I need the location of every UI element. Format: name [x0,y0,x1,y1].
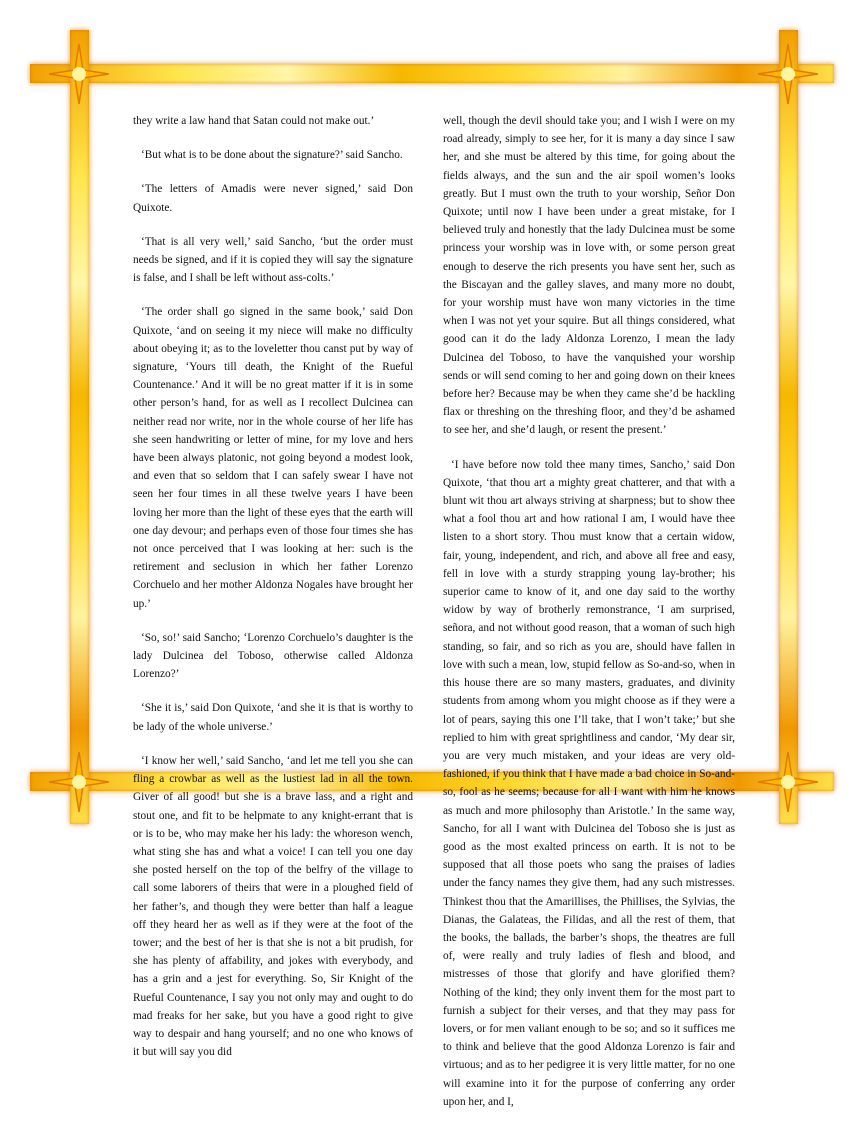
paragraph: they write a law hand that Satan could not make out.’ [133,115,375,127]
frame-corner-top-right [758,44,818,104]
paragraph: ‘She it is,’ said Don Quixote, ‘and she it is that is worthy to be lady of the whole universe.’ [133,702,413,733]
frame-right-bar [779,30,798,824]
paragraph: ‘That is all very well,’ said Sancho, ‘but the order must needs be signed, and if it is copied they will say the signature is false, and I shall be left without ass-colts.’ [133,235,413,285]
paragraph: ‘But what is to be done about the signature?’ said Sancho. [141,149,403,162]
paragraph: ‘I know her well,’ said Sancho, ‘and let me tell you she can fling a crowbar as well as the lustiest lad in all the town. Giver of all good! but she is a brave lass, and a right and stout one, and fit to be helpmate to any knight-errant that is or is to be, who may make her his lady: the whoreson wench, what sting she has and what a voice! I can tell you one day she posted herself on the top of the belfry of the village to call some laborers of theirs that were in a ploughed field of her father’s, and though they were better than half a league off they heard her as well as if they were at the foot of the tower; and the best of her is that she is not a bit prudish, for she has plenty of affability, and jokes with everybody, and has a grin and a jest for everything. So, Sir Knight of the Rueful Countenance, I say you not only may and ought to do mad freaks for her sake, but you have a good right to give way to despair and hang yourself; and no one who knows of it but will say you did [133,754,413,1059]
frame-top-bar [30,64,834,83]
paragraph: ‘I have before now told thee many times, Sancho,’ said Don Quixote, ‘that thou art a mighty great chatterer, and that with a blunt wit thou art always striving at sharpness; but to show thee what a fool thou art and how rational I am, I would have thee listen to a short story. Thou must know that a certain widow, fair, young, independent, and rich, and above all free and easy, fell in love with a sturdy strapping young lay-brother; his superior came to know of it, and one day said to the worthy widow by way of brotherly remonstrance, ‘I am surprised, señora, and not without good reason, that a woman of such high standing, so fair, and so rich as you are, should have fallen in love with such a mean, low, stupid fellow as So-and-so, when in this house there are so many masters, graduates, and divinity students from among whom you might choose as if they were a lot of pears, saying this one I’ll take, that I won’t take;’ but she replied to him with great sprightliness and candor, ‘My dear sir, you are very much mistaken, and your ideas are very old-fashioned, if you think that I have made a bad choice in So-and-so, fool as he seems; because for all I want with him he knows as much and more philosophy than Aristotle.’ In the same way, Sancho, for all I want with Dulcinea del Toboso she is just as good as the most exalted princess on earth. It is not to be supposed that all those poets who sang the praises of ladies under the fancy names they give them, had any such mistresses. Thinkest thou that the Amarillises, the Phillises, the Sylvias, the Dianas, the Galateas, the Filidas, and all the rest of them, that the books, the ballads, the barber’s shops, the theatres are full of, were really and truly ladies of flesh and blood, and mistresses of those that glorify and have glorified them? Nothing of the kind; they only invent them for the most part to furnish a subject for their verses, and that they may pass for lovers, or for men valiant enough to be so; and so it suffices me to think and believe that the good Aldonza Lorenzo is fair and virtuous; and as to her pedigree it is very little matter, for no one will examine into it for the purpose of conferring any order upon her, and I, [443,458,735,1108]
paragraph: ‘So, so!’ said Sancho; ‘Lorenzo Corchuelo’s daughter is the lady Dulcinea del Toboso, otherwise called Aldonza Lorenzo?’ [133,631,413,681]
left-text-column [133,112,413,1077]
paragraph: ‘The letters of Amadis were never signed,’ said Don Quixote. [133,183,413,214]
frame-corner-bottom-left [49,752,109,812]
frame-left-bar [70,30,89,824]
right-text-column [443,112,735,1127]
paragraph: ‘The order shall go signed in the same book,’ said Don Quixote, ‘and on seeing it my niece will make no difficulty about obeying it; as to the loveletter thou canst put by way of signature, ‘Yours till death, the Knight of the Rueful Countenance.’ And it will be no great matter if it is in some other person’s hand, for as well as I recollect Dulcinea can neither read nor write, nor in the whole course of her life has she seen handwriting or letter of mine, for my love and hers have been always platonic, not going beyond a modest look, and even that so seldom that I can safely swear I have not seen her four times in all these twelve years I have been loving her more than the light of these eyes that the earth will one day devour; and perhaps even of those four times she has not once perceived that I was looking at her: such is the retirement and seclusion in which her father Lorenzo Corchuelo and her mother Aldonza Nogales have brought her up.’ [133,306,413,610]
paragraph: well, though the devil should take you; and I wish I were on my road already, simply to see her, for it is many a day since I saw her, and she must be altered by this time, for going about the fields always, and the sun and the air spoil women’s looks greatly. But I must own the truth to your worship, Señor Don Quixote; until now I have been under a great mistake, for I believed truly and honestly that the lady Dulcinea must be some princess your worship was in love with, or some person great enough to deserve the rich presents you have sent her, such as the Biscayan and the galley slaves, and many more no doubt, for your worship must have won many victories in the time when I was not yet your squire. But all things considered, what good can it do the lady Aldonza Lorenzo, I mean the lady Dulcinea del Toboso, to have the vanquished your worship sends or will send coming to her and going down on their knees before her? Because may be when they came she’d be hackling flax or threshing on the threshing floor, and they’d be ashamed to see her, and she’d laugh, or resent the present.’ [443,115,735,437]
frame-corner-top-left [49,44,109,104]
frame-corner-bottom-right [758,752,818,812]
